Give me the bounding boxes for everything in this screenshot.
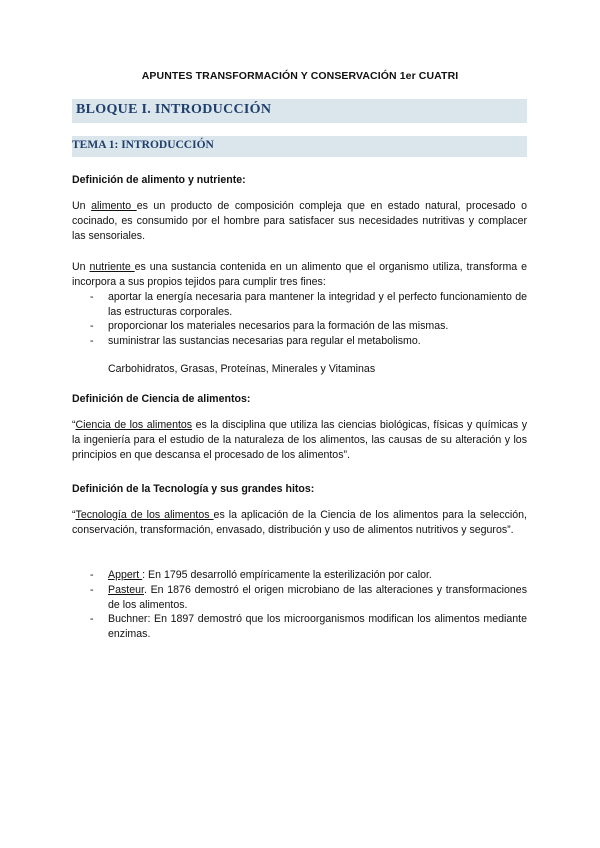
term-ciencia-alimentos: Ciencia de los alimentos [75,419,193,431]
term-nutriente: nutriente [89,261,135,273]
hito-appert [72,568,527,583]
hito-text: . En 1876 demostró el origen microbiano de las alteraciones y transformaciones de los alimentos. [108,583,527,611]
section-heading-alimento-nutriente: Definición de alimento y nutriente: [72,174,246,186]
section-heading-tecnologia: Definición de la Tecnología y sus grandes hitos: [72,483,315,495]
tema-heading-band [72,136,527,157]
section-heading-ciencia: Definición de Ciencia de alimentos: [72,393,251,405]
paragraph-alimento-body: es un producto de composición compleja que en estado natural, procesado o cocinado, es consumido por el hombre para satisfacer sus necesidades nutritivas y complacer las sensoriales. [72,200,527,242]
hito-name: Buchner [108,613,148,626]
paragraph-alimento-pre: Un [72,200,92,212]
bloque-heading: BLOQUE I. INTRODUCCIÓN [76,102,272,117]
paragraph-tecnologia-body: es la aplicación de la Ciencia de los alimentos para la selección, conservación, transformación, envasado, distribución y uso de alimentos nutritivos y seguros”. [72,509,527,536]
term-tecnologia-alimentos: Tecnología de los alimentos [75,509,214,521]
hito-name: Pasteur [108,583,144,596]
document-title: APUNTES TRANSFORMACIÓN Y CONSERVACIÓN 1er CUATRI [141,70,459,82]
hito-pasteur [72,583,527,613]
quote-open: “ [72,509,76,521]
list-item: - suministrar las sustancias necesarias para regular el metabolismo. [72,334,527,349]
term-alimento: alimento [91,200,137,212]
nutrient-types: Carbohidratos, Grasas, Proteínas, Minerales y Vitaminas [108,363,376,375]
hito-text: : En 1897 demostró que los microorganismos modifican los alimentos mediante enzimas. [108,613,527,641]
tema-heading: TEMA 1: INTRODUCCIÓN [72,139,214,151]
paragraph-ciencia [72,418,527,463]
list-item: - proporcionar los materiales necesarios para la formación de las mismas. [72,319,527,334]
nutrient-purposes-list [72,290,527,348]
paragraph-nutriente-body: es una sustancia contenida en un alimento que el organismo utiliza, transforma e incorpora a sus propios tejidos para cumplir tres fines: [72,261,527,288]
paragraph-nutriente [72,260,527,290]
hito-text: : En 1795 desarrolló empíricamente la esterilización por calor. [142,569,432,581]
bloque-heading-band [72,99,527,123]
paragraph-ciencia-body: es la disciplina que utiliza las ciencias biológicas, físicas y químicas y la ingeniería para el estudio de la naturaleza de los alimentos, las causas de su alteración y los principios en que descansa el procesado de los alimentos”. [72,419,527,461]
hito-buchner [72,612,527,642]
hitos-list [72,568,527,642]
list-item: - aportar la energía necesaria para mantener la integridad y el perfecto funcionamiento de las estructuras corporales. [72,290,527,319]
paragraph-nutriente-pre: Un [72,261,90,273]
paragraph-alimento [72,199,527,244]
quote-open: “ [72,419,76,431]
paragraph-tecnologia [72,508,527,538]
hito-name: Appert [108,569,143,581]
